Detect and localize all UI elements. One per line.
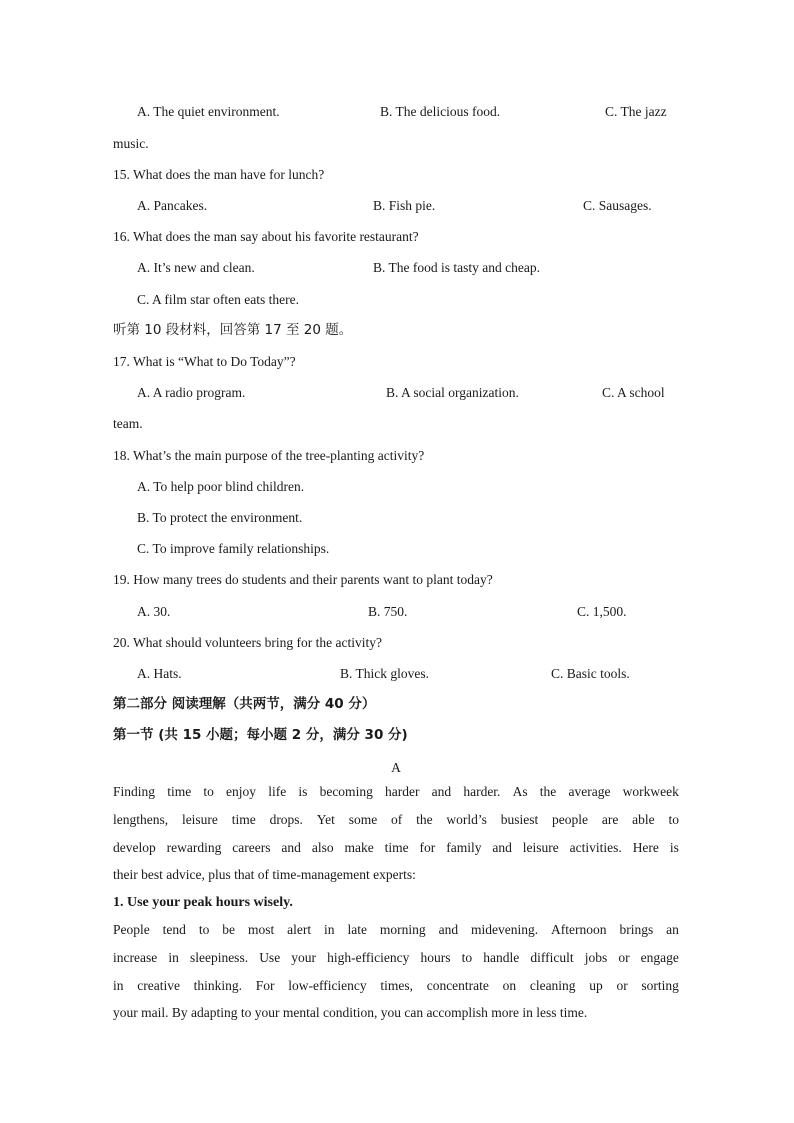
q17-stem: 17. What is “What to Do Today”?: [113, 354, 296, 369]
word: brings: [619, 922, 654, 937]
word: develop: [113, 840, 156, 855]
q15-stem: 15. What does the man have for lunch?: [113, 167, 325, 182]
word: in: [113, 978, 124, 993]
word: creative: [137, 978, 180, 993]
word: activities.: [569, 840, 622, 855]
word: is: [669, 840, 679, 855]
word: are: [601, 812, 619, 827]
word: busiest: [500, 812, 539, 827]
word: enjoy: [226, 784, 257, 799]
word: and: [438, 922, 459, 937]
q16-stem: 16. What does the man say about his favorite restaurant?: [113, 229, 419, 244]
paragraph-2-line-3: [113, 977, 679, 995]
word: morning: [379, 922, 426, 937]
q18-stem: 18. What’s the main purpose of the tree-planting activity?: [113, 448, 425, 463]
q19-stem: 19. How many trees do students and their parents want to plant today?: [113, 572, 493, 587]
q14-option-c: C. The jazz: [605, 104, 667, 119]
q15-option-c: C. Sausages.: [583, 198, 652, 213]
word: difficult: [530, 950, 574, 965]
section-10-instruction: 听第 10 段材料，回答第 17 至 20 题。: [113, 322, 353, 338]
q18-option-b: B. To protect the environment.: [137, 510, 303, 525]
word: Afternoon: [551, 922, 607, 937]
word: the: [539, 784, 557, 799]
word: increase: [113, 950, 158, 965]
word: jobs: [584, 950, 608, 965]
word: Here: [632, 840, 659, 855]
part-2-heading: 第二部分 阅读理解（共两节，满分 40 分）: [113, 696, 376, 712]
word: and: [492, 840, 512, 855]
word: up: [589, 978, 603, 993]
q20-option-a: A. Hats.: [137, 666, 182, 681]
word: some: [348, 812, 378, 827]
q17-option-a: A. A radio program.: [137, 385, 246, 400]
word: late: [347, 922, 367, 937]
word: workweek: [622, 784, 679, 799]
word: and: [281, 840, 301, 855]
word: harder.: [463, 784, 501, 799]
q17-option-b: B. A social organization.: [386, 385, 519, 400]
word: cleaning: [529, 978, 576, 993]
word: in: [168, 950, 179, 965]
q16-option-a: A. It’s new and clean.: [137, 260, 255, 275]
word: low-efficiency: [288, 978, 367, 993]
q19-option-b: B. 750.: [368, 604, 408, 619]
q20-option-c: C. Basic tools.: [551, 666, 630, 681]
word: As: [512, 784, 528, 799]
word: tend: [162, 922, 186, 937]
word: drops.: [269, 812, 303, 827]
word: high-efficiency: [327, 950, 410, 965]
word: sleepiness.: [189, 950, 249, 965]
word: family: [446, 840, 482, 855]
word: most: [247, 922, 275, 937]
word: make: [344, 840, 374, 855]
word: to: [668, 812, 679, 827]
word: also: [311, 840, 334, 855]
word: or: [616, 978, 628, 993]
q19-option-c: C. 1,500.: [577, 604, 627, 619]
paragraph-1-line-1: [113, 783, 679, 801]
word: Yet: [316, 812, 335, 827]
paragraph-1-line-2: [113, 811, 679, 829]
word: alert: [287, 922, 312, 937]
q15-option-a: A. Pancakes.: [137, 198, 208, 213]
section-1-heading: 第一节 (共 15 小题；每小题 2 分，满分 30 分): [113, 727, 408, 743]
word: harder: [385, 784, 420, 799]
word: hours: [420, 950, 451, 965]
word: leisure: [522, 840, 559, 855]
q14-option-b: B. The delicious food.: [380, 104, 501, 119]
word: is: [298, 784, 308, 799]
q20-stem: 20. What should volunteers bring for the activity?: [113, 635, 382, 650]
word: leisure: [181, 812, 218, 827]
word: Finding: [113, 784, 156, 799]
word: For: [255, 978, 275, 993]
paragraph-1-line-4: their best advice, plus that of time-management experts:: [113, 867, 416, 882]
passage-label: A: [391, 760, 401, 775]
word: lengthens,: [113, 812, 169, 827]
word: time: [384, 840, 409, 855]
q17-option-c-continued: team.: [113, 416, 143, 431]
q18-option-c: C. To improve family relationships.: [137, 541, 330, 556]
word: People: [113, 922, 150, 937]
word: concentrate: [426, 978, 489, 993]
word: times,: [380, 978, 413, 993]
word: people: [552, 812, 589, 827]
q18-option-a: A. To help poor blind children.: [137, 479, 305, 494]
word: average: [568, 784, 611, 799]
word: world’s: [446, 812, 487, 827]
paragraph-1-line-3: [113, 839, 679, 857]
word: rewarding: [166, 840, 222, 855]
q19-option-a: A. 30.: [137, 604, 171, 619]
word: on: [502, 978, 517, 993]
word: midevening.: [471, 922, 539, 937]
word: your: [291, 950, 317, 965]
word: becoming: [319, 784, 373, 799]
word: handle: [483, 950, 520, 965]
q17-option-c: C. A school: [602, 385, 665, 400]
word: to: [461, 950, 473, 965]
word: engage: [640, 950, 679, 965]
word: the: [416, 812, 433, 827]
subheading-peak-hours: 1. Use your peak hours wisely.: [113, 895, 293, 910]
q15-option-b: B. Fish pie.: [373, 198, 436, 213]
word: for: [419, 840, 436, 855]
word: to: [198, 922, 210, 937]
q14-option-c-continued: music.: [113, 136, 149, 151]
q20-option-b: B. Thick gloves.: [340, 666, 429, 681]
paragraph-2-line-1: [113, 921, 679, 939]
word: time: [167, 784, 192, 799]
word: to: [203, 784, 214, 799]
word: an: [666, 922, 679, 937]
word: and: [431, 784, 452, 799]
word: in: [324, 922, 335, 937]
q16-option-c: C. A film star often eats there.: [137, 292, 299, 307]
q16-option-b: B. The food is tasty and cheap.: [373, 260, 540, 275]
word: Use: [259, 950, 281, 965]
word: or: [618, 950, 630, 965]
q14-option-a: A. The quiet environment.: [137, 104, 280, 119]
paragraph-2-line-2: [113, 949, 679, 967]
word: of: [391, 812, 403, 827]
word: time: [231, 812, 256, 827]
word: able: [632, 812, 655, 827]
word: careers: [232, 840, 271, 855]
paragraph-2-line-4: your mail. By adapting to your mental condition, you can accomplish more in less time.: [113, 1005, 588, 1020]
word: life: [268, 784, 287, 799]
word: thinking.: [193, 978, 243, 993]
word: be: [222, 922, 236, 937]
word: sorting: [641, 978, 679, 993]
